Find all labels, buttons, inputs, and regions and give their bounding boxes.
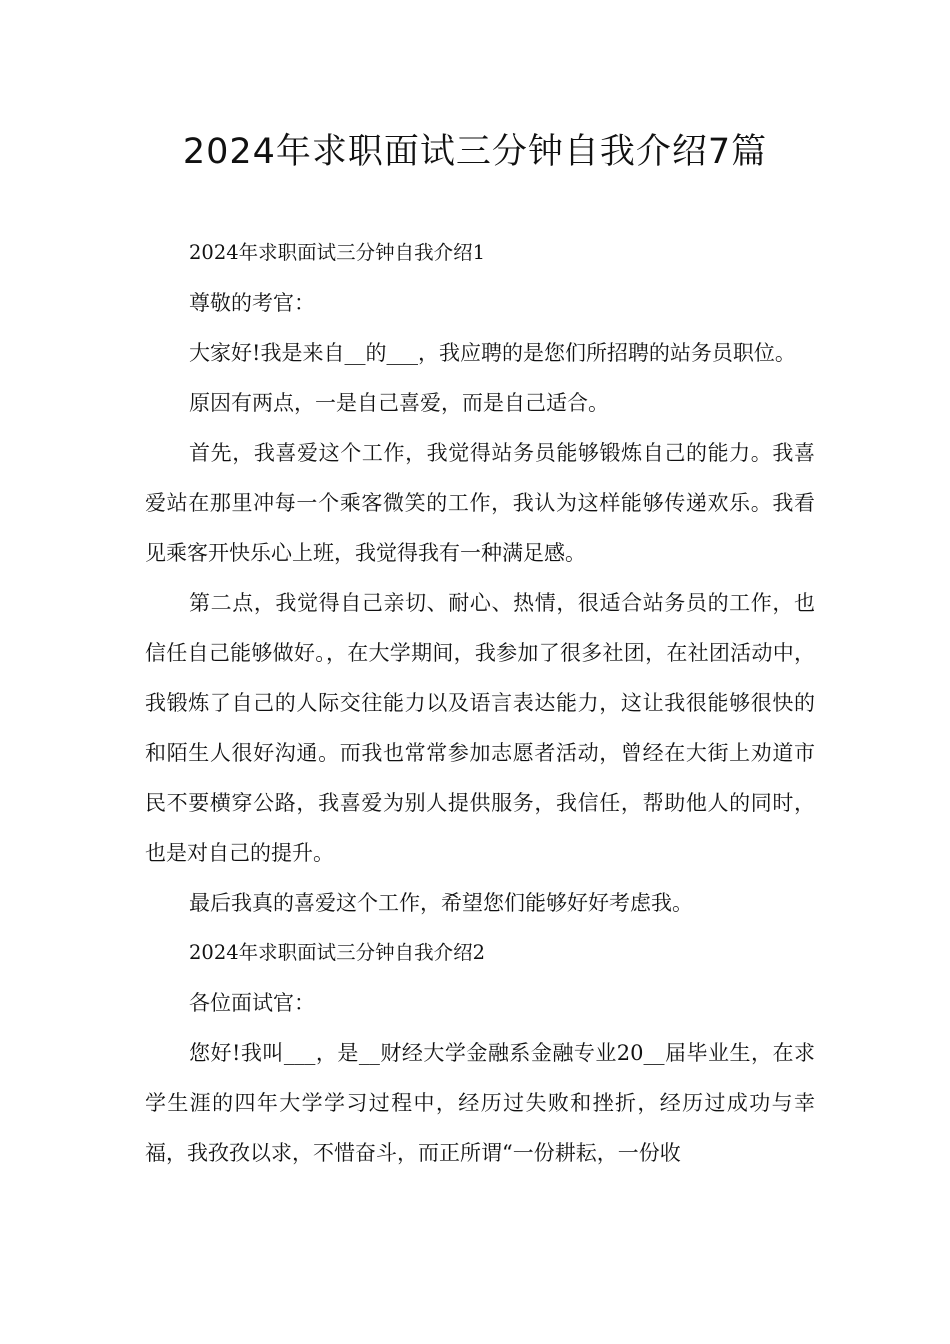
document-body bbox=[145, 228, 815, 1178]
salutation-1: 尊敬的考官： bbox=[189, 291, 315, 315]
paragraph-closing-1: 最后我真的喜爱这个工作，希望您们能够好好考虑我。 bbox=[189, 891, 693, 915]
paragraph-intro-2: 您好!我叫___，是__财经大学金融系金融专业20__届毕业生，在求学生涯的四年大学学习过程中，经历过失败和挫折，经历过成功与幸福，我孜孜以求，不惜奋斗，而正所谓“一份耕耘，一份收 bbox=[145, 1041, 815, 1165]
document-title: 2024年求职面试三分钟自我介绍7篇 bbox=[182, 132, 768, 172]
paragraph-first-reason: 首先，我喜爱这个工作，我觉得站务员能够锻炼自己的能力。我喜爱站在那里冲每一个乘客微笑的工作，我认为这样能够传递欢乐。我看见乘客开快乐心上班，我觉得我有一种满足感。 bbox=[145, 441, 815, 565]
salutation-2: 各位面试官： bbox=[189, 991, 315, 1015]
paragraph-intro-1: 大家好!我是来自__的___，我应聘的是您们所招聘的站务员职位。 bbox=[189, 341, 796, 365]
paragraph-reasons: 原因有两点，一是自己喜爱，而是自己适合。 bbox=[189, 391, 609, 415]
paragraph-second-reason: 第二点，我觉得自己亲切、耐心、热情，很适合站务员的工作，也信任自己能够做好。，在大学期间，我参加了很多社团，在社团活动中，我锻炼了自己的人际交往能力以及语言表达能力，这让我很能够很快的和陌生人很好沟通。而我也常常参加志愿者活动，曾经在大街上劝道市民不要横穿公路，我喜爱为别人提供服务，我信任，帮助他人的同时，也是对自己的提升。 bbox=[145, 591, 815, 865]
section-heading-1: 2024年求职面试三分钟自我介绍1 bbox=[189, 241, 486, 264]
section-heading-2: 2024年求职面试三分钟自我介绍2 bbox=[189, 941, 486, 964]
